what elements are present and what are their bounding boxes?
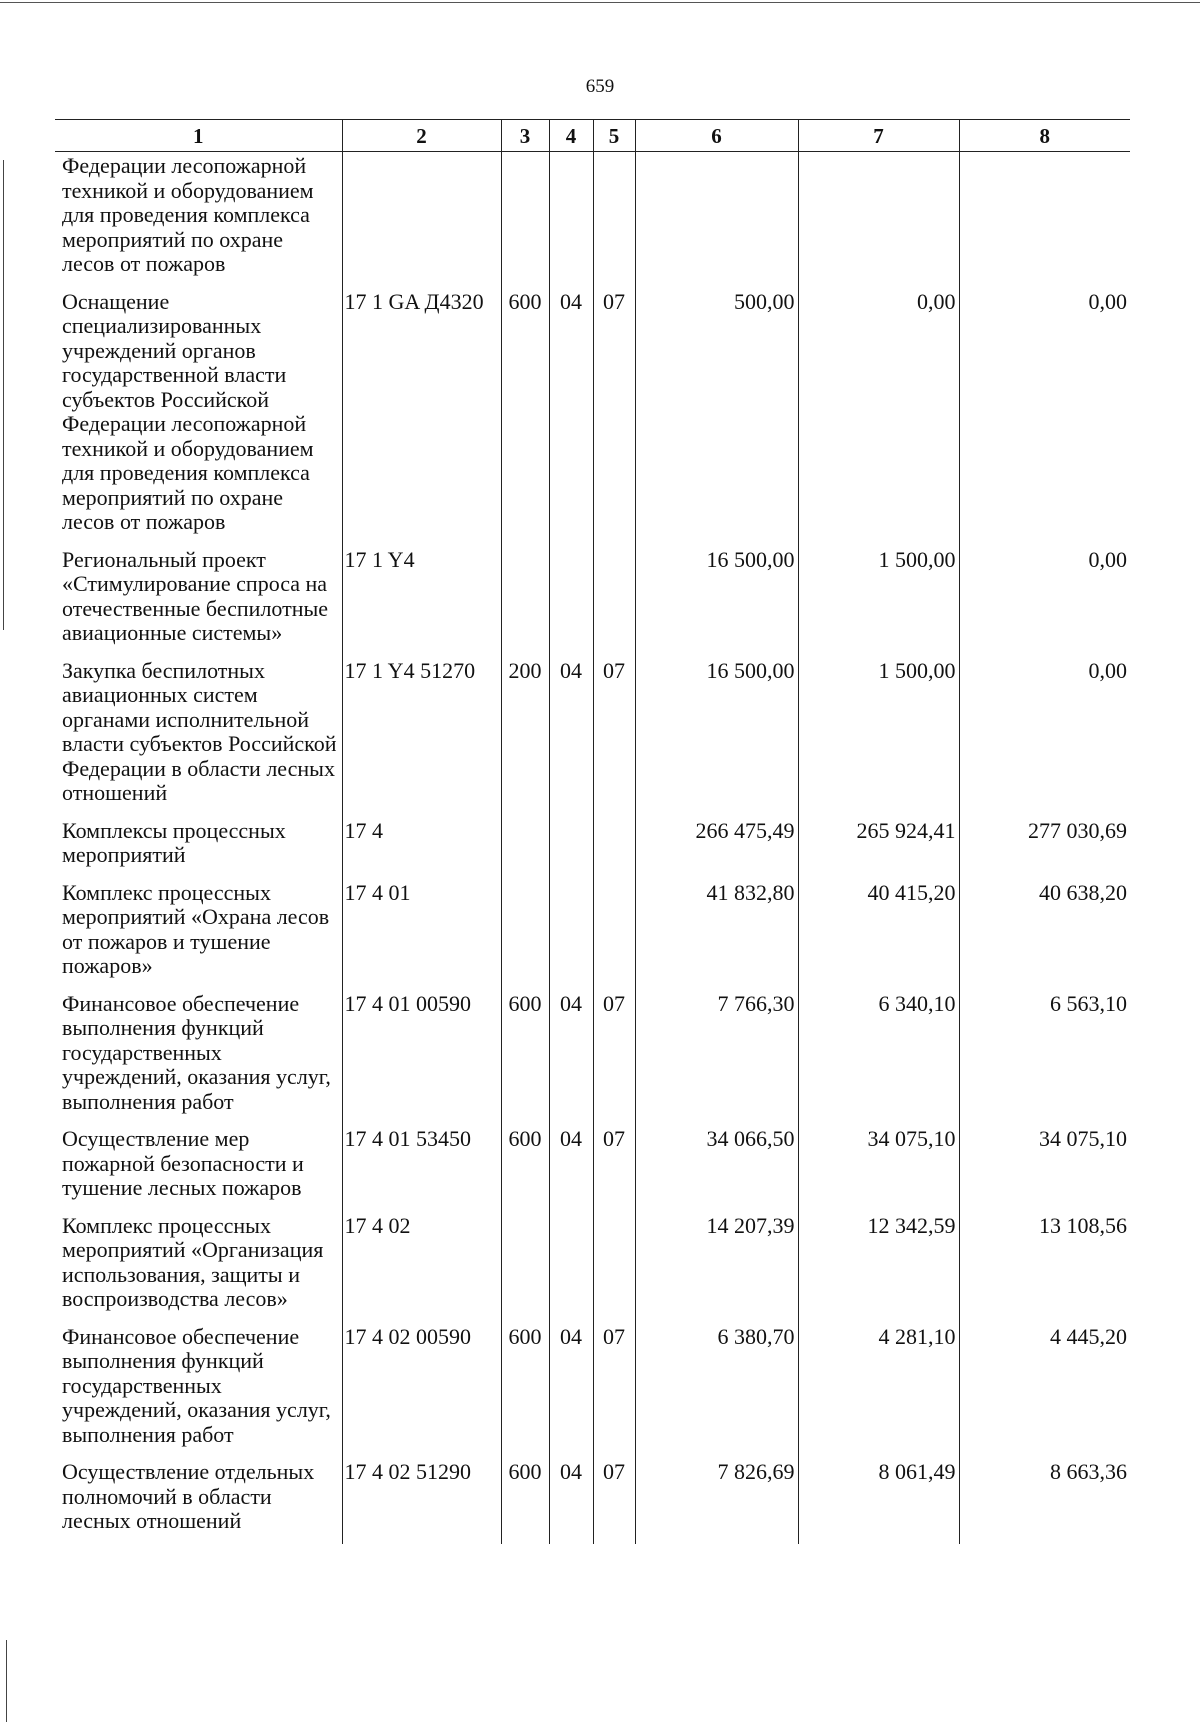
- row-pr: [593, 1214, 635, 1325]
- row-name: Финансовое обеспечение выполнения функций государственных учреждений, оказания услуг, выполнения работ: [62, 990, 331, 1114]
- row-pr: 07: [593, 1325, 635, 1461]
- table-row: [55, 152, 1130, 290]
- row-value-7: 0,00: [798, 290, 959, 548]
- row-pr: 07: [593, 1127, 635, 1214]
- table-row: [55, 992, 1130, 1128]
- row-name: Осуществление отдельных полномочий в области лесных отношений: [62, 1459, 315, 1533]
- row-value-6: 14 207,39: [635, 1214, 798, 1325]
- row-value-6: 41 832,80: [635, 881, 798, 992]
- table-row: [55, 1325, 1130, 1461]
- row-value-8: 8 663,36: [959, 1460, 1130, 1544]
- row-value-7: 8 061,49: [798, 1460, 959, 1544]
- row-vr: 600: [501, 290, 549, 548]
- row-code: 17 1 GA Д4320: [342, 290, 501, 548]
- table-row: [55, 881, 1130, 992]
- row-vr: [501, 1214, 549, 1325]
- column-header: 3: [501, 120, 549, 152]
- row-code: 17 4 02: [342, 1214, 501, 1325]
- row-rz: 04: [549, 290, 593, 548]
- table-row: [55, 1460, 1130, 1544]
- row-pr: [593, 819, 635, 881]
- column-header: 8: [959, 120, 1130, 152]
- row-rz: [549, 548, 593, 659]
- row-code: 17 4 02 00590: [342, 1325, 501, 1461]
- row-value-8: 6 563,10: [959, 992, 1130, 1128]
- row-value-8: [959, 152, 1130, 290]
- row-vr: 600: [501, 992, 549, 1128]
- row-value-8: 0,00: [959, 290, 1130, 548]
- column-header: 1: [55, 120, 342, 152]
- scan-edge-mark: [6, 1640, 7, 1722]
- row-code: [342, 152, 501, 290]
- row-name: Комплекс процессных мероприятий «Организация использования, защиты и воспроизводства лесов»: [62, 1212, 324, 1311]
- header-row: [55, 120, 1130, 152]
- row-value-6: [635, 152, 798, 290]
- row-name: Федерации лесопожарной техникой и оборудованием для проведения комплекса мероприятий по охране лесов от пожаров: [62, 153, 314, 276]
- row-value-8: 4 445,20: [959, 1325, 1130, 1461]
- row-pr: 07: [593, 1460, 635, 1544]
- column-header: 6: [635, 120, 798, 152]
- row-rz: [549, 152, 593, 290]
- row-value-7: 4 281,10: [798, 1325, 959, 1461]
- row-value-6: 6 380,70: [635, 1325, 798, 1461]
- row-vr: [501, 548, 549, 659]
- row-name: Комплексы процессных мероприятий: [62, 817, 286, 867]
- row-value-6: 7 826,69: [635, 1460, 798, 1544]
- row-vr: 600: [501, 1460, 549, 1544]
- row-pr: 07: [593, 659, 635, 819]
- row-code: 17 4 02 51290: [342, 1460, 501, 1544]
- row-name: Оснащение специализированных учреждений органов государственной власти субъектов Российской Федерации лесопожарной техникой и оборудованием для проведения комплекса мероприятий по охране лесов от пожаров: [62, 288, 314, 534]
- column-header: 2: [342, 120, 501, 152]
- row-value-7: 12 342,59: [798, 1214, 959, 1325]
- row-value-8: 13 108,56: [959, 1214, 1130, 1325]
- row-vr: 600: [501, 1127, 549, 1214]
- row-rz: 04: [549, 659, 593, 819]
- row-name: Осуществление мер пожарной безопасности и тушение лесных пожаров: [62, 1126, 304, 1200]
- row-name: Финансовое обеспечение выполнения функций государственных учреждений, оказания услуг, выполнения работ: [62, 1323, 331, 1447]
- table-row: [55, 1127, 1130, 1214]
- row-rz: 04: [549, 1127, 593, 1214]
- table-row: [55, 290, 1130, 548]
- row-pr: [593, 881, 635, 992]
- row-code: 17 1 Y4: [342, 548, 501, 659]
- row-vr: [501, 152, 549, 290]
- budget-table: [55, 119, 1130, 1544]
- row-value-8: 34 075,10: [959, 1127, 1130, 1214]
- row-value-8: 0,00: [959, 548, 1130, 659]
- scan-top-border: [0, 2, 1200, 3]
- row-vr: [501, 819, 549, 881]
- row-pr: 07: [593, 290, 635, 548]
- row-rz: [549, 1214, 593, 1325]
- row-value-8: 0,00: [959, 659, 1130, 819]
- row-value-7: 40 415,20: [798, 881, 959, 992]
- row-rz: 04: [549, 1325, 593, 1461]
- row-value-8: 40 638,20: [959, 881, 1130, 992]
- scan-edge-mark: [3, 160, 4, 630]
- row-rz: 04: [549, 992, 593, 1128]
- row-vr: 200: [501, 659, 549, 819]
- row-name: Комплекс процессных мероприятий «Охрана лесов от пожаров и тушение пожаров»: [62, 879, 330, 978]
- row-name: Региональный проект «Стимулирование спроса на отечественные беспилотные авиационные системы»: [62, 546, 329, 645]
- row-value-6: 16 500,00: [635, 548, 798, 659]
- row-value-6: 34 066,50: [635, 1127, 798, 1214]
- page-number: 659: [585, 76, 615, 97]
- table-row: [55, 1214, 1130, 1325]
- row-value-6: 500,00: [635, 290, 798, 548]
- row-pr: [593, 152, 635, 290]
- row-value-7: 1 500,00: [798, 659, 959, 819]
- table-row: [55, 819, 1130, 881]
- table-row: [55, 548, 1130, 659]
- table-row: [55, 659, 1130, 819]
- row-value-6: 7 766,30: [635, 992, 798, 1128]
- row-pr: 07: [593, 992, 635, 1128]
- row-value-7: [798, 152, 959, 290]
- row-code: 17 4: [342, 819, 501, 881]
- column-header: 5: [593, 120, 635, 152]
- row-value-7: 1 500,00: [798, 548, 959, 659]
- row-value-7: 265 924,41: [798, 819, 959, 881]
- row-vr: [501, 881, 549, 992]
- row-pr: [593, 548, 635, 659]
- row-value-7: 34 075,10: [798, 1127, 959, 1214]
- column-header: 4: [549, 120, 593, 152]
- row-rz: [549, 819, 593, 881]
- row-rz: [549, 881, 593, 992]
- row-rz: 04: [549, 1460, 593, 1544]
- column-header: 7: [798, 120, 959, 152]
- row-code: 17 1 Y4 51270: [342, 659, 501, 819]
- row-value-8: 277 030,69: [959, 819, 1130, 881]
- row-value-6: 266 475,49: [635, 819, 798, 881]
- row-name: Закупка беспилотных авиационных систем органами исполнительной власти субъектов Российской Федерации в области лесных отношений: [62, 657, 337, 805]
- row-code: 17 4 01: [342, 881, 501, 992]
- row-code: 17 4 01 53450: [342, 1127, 501, 1214]
- row-value-6: 16 500,00: [635, 659, 798, 819]
- row-vr: 600: [501, 1325, 549, 1461]
- row-value-7: 6 340,10: [798, 992, 959, 1128]
- row-code: 17 4 01 00590: [342, 992, 501, 1128]
